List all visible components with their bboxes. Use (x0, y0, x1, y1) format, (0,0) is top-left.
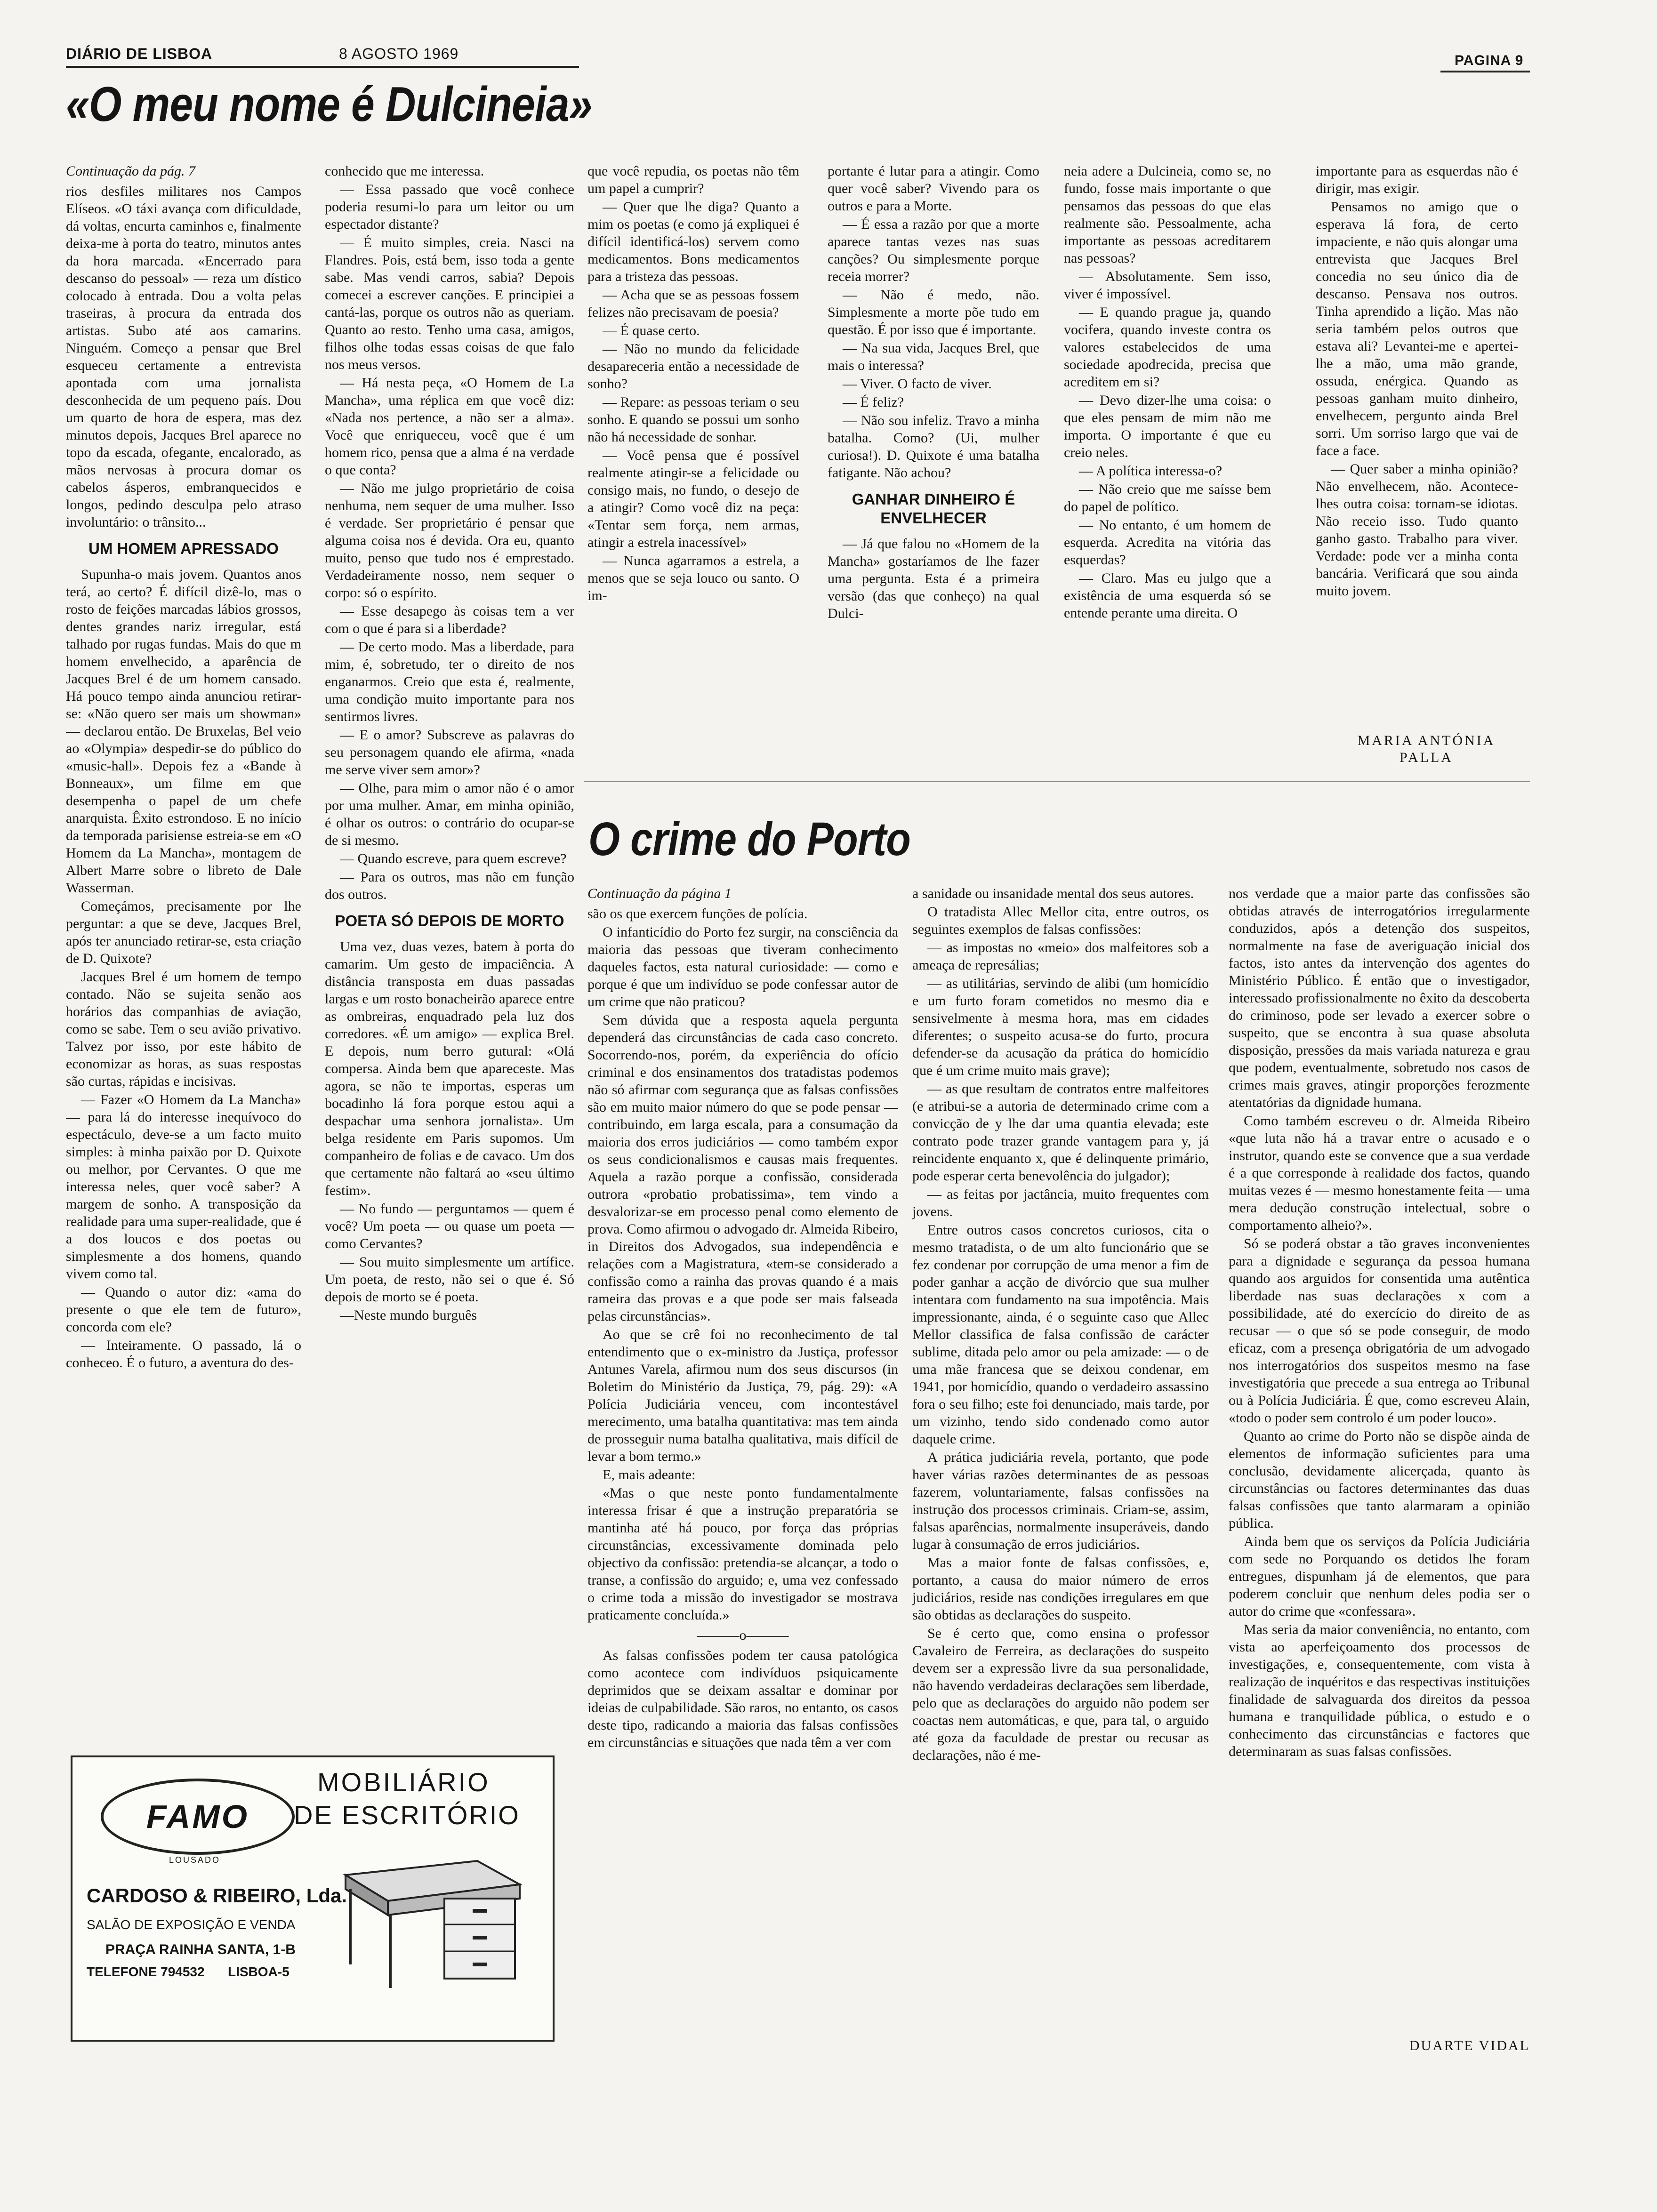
paragraph: Como também escreveu o dr. Almeida Ribeiro «que luta não há a travar entre o acusado e o instrutor, quando este se convence que a sua verdade é a que corresponde à realidade dos factos, quando muitas vezes é — mesmo honestamente feita — uma mera dedução construção intelectual, sobre o comportamento alheio?». (1229, 1113, 1530, 1233)
ad-showroom: SALÃO DE EXPOSIÇÃO E VENDA (87, 1917, 296, 1932)
paragraph: Jacques Brel é um homem de tempo contado. Não se sujeita senão aos horários das companhias de aviação, como se sabe. Tem o seu avião privativo. Talvez por isso, por este hábito de economizar as horas, as suas respostas são curtas, rápidas e incisivas. (66, 969, 301, 1089)
paragraph: — É quase certo. (603, 323, 700, 338)
paragraph: Começámos, precisamente por lhe perguntar: a que se deve, Jacques Brel, após ter anunciado retirar-se, esta criação de D. Quixote? (66, 898, 301, 966)
paragraph: E, mais adeante: (603, 1467, 696, 1483)
header-rule (66, 66, 579, 68)
paragraph: — Quando escreve, para quem escreve? (340, 851, 567, 866)
paragraph: — Repare: as pessoas teriam o seu sonho. E quando se possui um sonho não há necessidade de sonhar. (587, 394, 799, 445)
paragraph: — Essa passado que você conhece poderia resumi-lo para um leitor ou um espectador distante? (325, 182, 574, 232)
article2-column-1 (587, 885, 898, 2061)
desk-illustration (336, 1847, 524, 1997)
paragraph: — É feliz? (843, 394, 904, 410)
logo-text: FAMO (146, 1798, 249, 1835)
paragraph: — De certo modo. Mas a liberdade, para mim, é, sobretudo, ter o direito de nos enganarmos. Creio que esta é, realmente, uma condição muito importante para nos sentirmos livres. (325, 639, 574, 724)
paragraph: Se é certo que, como ensina o professor Cavaleiro de Ferreira, as declarações do suspeito devem ser a expressão livre da sua personalidade, não havendo verdadeiras declarações sem liberdade, pelo que as declarações do arguido não podem ser coactas nem automáticas, e que, para tal, o arguido até goza da faculdade de prestar ou recusar as declarações, não é me- (912, 1626, 1209, 1763)
byline-duarte-vidal: DUARTE VIDAL (1409, 2038, 1530, 2053)
separator-ornament: ———o——— (697, 1627, 789, 1643)
advertisement-mobiliario (71, 1755, 555, 2042)
paragraph: Supunha-o mais jovem. Quantos anos terá, ao certo? É difícil dizê-lo, mas o rosto de feições marcadas lábios grossos, dentes grandes nariz irregular, está talhado por rugas fundas. Mais do que m homem envelhecido, a aparência de Jacques Brel é de um homem cansado. Há pouco tempo ainda anunciou retirar-se: «Não quero ser mais um showman» — declarou então. De Bruxelas, Bel veio ao «Olympia» despedir-se do público do «music-hall». Depois fez a «Bande à Bonneaux», um filme em que desempenha o papel de um chefe anarquista. Êxito estrondoso. E no início da temporada parisiense estreia-se em «O Homem da La Mancha», montagem de Albert Marre sobre o libreto de Dale Wasserman. (66, 567, 301, 896)
article1-column-5 (1064, 162, 1271, 769)
paragraph: — as impostas no «meio» dos malfeitores sob a ameaça de represálias; (912, 940, 1209, 973)
paragraph: Pensamos no amigo que o esperava lá fora, de certo impaciente, e não quis alongar uma entrevista que Jacques Brel concedia no seu único dia de descanso. Pensava nos outros. Tinha aprendido a lição. Mas não seria também pelos outros que estava ali? Levantei-me e apertei-lhe a mão, uma mão grande, ossuda, enérgica. Quando as pessoas ganham muito dinheiro, envelhecem, pergunto ainda Brel sorri. Um sorriso largo que vai de face a face. (1316, 199, 1518, 458)
ad-address: PRAÇA RAINHA SANTA, 1-B (105, 1942, 296, 1957)
paragraph: nos verdade que a maior parte das confissões são obtidas através de interrogatórios irregularmente conduzidos, após a detenção dos suspeitos, normalmente na fase de averiguação inicial dos factos, isto antes da intervenção dos agentes do Ministério Público. É então que o investigador, interessado profissionalmente no êxito da descoberta do criminoso, pode ser levado a exercer sobre o suspeito, que se encontra à sua quase absoluta disposição, pressões da mais variada natureza e grau que podem, eventualmente, sobretudo nos casos de crimes mais graves, atingir proporções ferozmente atentatórias da dignidade humana. (1229, 886, 1530, 1110)
paragraph: — Quer que lhe diga? Quanto a mim os poetas (e como já expliquei é difícil identificá-los) servem como medicamentos. Bons medicamentos para a tristeza das pessoas. (587, 199, 799, 284)
continuation-note: Continuação da pág. 7 (66, 163, 195, 179)
paragraph: — Sou muito simplesmente um artífice. Um poeta, de resto, não sei o que é. Só depois de morto se é poeta. (325, 1254, 574, 1305)
paragraph: rios desfiles militares nos Campos Elíseos. «O táxi avança com dificuldade, dá voltas, encurta caminhos e, finalmente deixa-me à porta do teatro, minutos antes da hora marcada. «Encerrado para descanso do pessoal» — reza um dístico colocado à entrada. Dou a volta pelas traseiras, à procura da entrada dos artistas. Subo até aos camarins. Ninguém. Começo a pensar que Brel esqueceu certamente a entrevista apontada com uma jornalista desconhecida de um pequeno país. Dou um quarto de hora de espera, mas dez minutos depois, Jacques Brel aparece no topo da escada, ofegante, encalorado, as mãos nervosas à procura domar os cabelos ásperos, embranquecidos e longos, pedindo desculpa pelo atraso involuntário: o trânsito... (66, 184, 301, 530)
paragraph: — Na sua vida, Jacques Brel, que mais o interessa? (828, 340, 1039, 373)
paragraph: Quanto ao crime do Porto não se dispõe ainda de elementos de informação suficientes para uma conclusão, devidamente alicerçada, quanto às circunstâncias ou factores determinantes das duas falsas confissões que tanto alarmaram a opinião pública. (1229, 1428, 1530, 1531)
paragraph: — Quando o autor diz: «ama do presente o que ele tem de futuro», concorda com ele? (66, 1284, 301, 1335)
paragraph: — É essa a razão por que a morte aparece tantas vezes nas suas canções? Ou simplesmente porque receia morrer? (828, 216, 1039, 284)
paragraph: Uma vez, duas vezes, batem à porta do camarim. Um gesto de impaciência. A distância transposta em duas passadas largas e um rosto bonacheirão aparece entre as ombreiras, enquadrado pela luz dos corredores. «É um amigo» — explica Brel. E depois, num berro gutural: «Olá compersa. Ainda bem que apareceste. Mas agora, se não te importas, esperas um bocadinho lá fora porque estou aqui a despachar uma senhora jornalista». Um belga residente em Paris supomos. Um companheiro de folias e de cavaco. Um dos que certamente não faltará ao «seu último festim». (325, 939, 574, 1198)
paragraph: conhecido que me interessa. (325, 163, 484, 179)
subhead-poeta-so-depois-de-morto: POETA SÓ DEPOIS DE MORTO (335, 912, 564, 930)
issue-date: 8 AGOSTO 1969 (339, 45, 459, 62)
paragraph: — Esse desapego às coisas tem a ver com o que é para si a liberdade? (325, 603, 574, 636)
paragraph: Ainda bem que os serviços da Polícia Judiciária com sede no Porquando os detidos lhe foram entregues, dispunham já de elementos, que para poderem concluir que nenhum deles podia ser o autor do crime que «confessara». (1229, 1534, 1530, 1619)
paragraph: são os que exercem funções de polícia. (587, 906, 808, 922)
paragraph: que você repudia, os poetas não têm um papel a cumprir? (587, 163, 799, 196)
famo-logo (101, 1779, 295, 1855)
paragraph: — A política interessa-o? (1079, 463, 1223, 479)
paragraph: As falsas confissões podem ter causa patológica como acontece com indivíduos psiquicamente deprimidos que se deixam assaltar e dominar por ideias de culpabilidade. São raros, no entanto, os casos deste tipo, radicando a maioria das falsas confissões em circunstâncias e situações que nada têm a ver com (587, 1648, 898, 1750)
paragraph: Mas seria da maior conveniência, no entanto, com vista ao aperfeiçoamento dos processos de investigações, e, consequentemente, com vista à realização de inquéritos e das respectivas instituições finalidade de salvaguarda dos direitos da pessoa humana e tranquilidade pública, o estudo e o conhecimento das circunstâncias e factores que determinaram as suas falsas confissões. (1229, 1622, 1530, 1759)
article2-column-2 (912, 885, 1209, 2061)
paragraph: — Para os outros, mas não em função dos outros. (325, 869, 574, 902)
article1-column-3 (587, 162, 799, 769)
paragraph: — as utilitárias, servindo de alibi (um homicídio e um furto foram cometidos no mesmo dia e sensivelmente à mesma hora, mas em cidades diferentes; o suspeito acusa-se do furto, procura defender-se da acusação da prática do homicídio que é um crime muito mais grave); (912, 976, 1209, 1078)
paragraph: — as feitas por jactância, muito frequentes com jovens. (912, 1186, 1209, 1219)
article1-column-4 (828, 162, 1039, 769)
ad-headline-mobiliario: MOBILIÁRIO (317, 1767, 490, 1797)
article1-column-1 (66, 162, 301, 1744)
subhead-um-homem-apressado: UM HOMEM APRESSADO (88, 540, 279, 557)
paragraph: Ao que se crê foi no reconhecimento de tal entendimento que o ex-ministro da Justiça, professor Antunes Varela, afirmou num dos seus discursos (in Boletim do Ministério da Justiça, 79, pág. 29): «A Polícia Judiciária venceu, com incontestável merecimento, uma batalha quantitativa: mas tem ainda de prosseguir numa batalha qualitativa, mais difícil de levar a bom termo.» (587, 1327, 898, 1464)
paragraph: a sanidade ou insanidade mental dos seus autores. (912, 886, 1194, 901)
paragraph: — Não sou infeliz. Travo a minha batalha. Como? (Ui, mulher curiosa!). D. Quixote é uma batalha fatigante. Não achou? (828, 413, 1039, 481)
paragraph: — Quer saber a minha opinião? Não envelhecem, não. Acontece-lhes outra coisa: tornam-se idiotas. Não receio isso. Tudo quanto ganho gasto. Trabalho para viver. Verdade: pode ver a minha conta bancária. Verificará que sou ainda muito jovem. (1316, 461, 1518, 599)
paragraph: — Não no mundo da felicidade desapareceria então a necessidade de sonho? (587, 341, 799, 392)
paragraph: — E quando prague ja, quando vocifera, quando investe contra os valores estabelecidos de uma sociedade apodrecida, precisa que acreditem em si? (1064, 305, 1271, 390)
paragraph: — Claro. Mas eu julgo que a existência de uma esquerda só se entende perante uma direita. O (1064, 570, 1271, 621)
paragraph: portante é lutar para a atingir. Como quer você saber? Vivendo para os outros e para a Morte. (828, 163, 1039, 214)
article-title-dulcineia: «O meu nome é Dulcineia» (66, 77, 592, 132)
paragraph: — No entanto, é um homem de esquerda. Acredita na vitória das esquerdas? (1064, 517, 1271, 568)
paragraph: — Não me julgo proprietário de coisa nenhuma, nem sequer de uma mulher. Isso é verdade. Ser proprietário é pensar que alguma coisa nos é devida. Ora eu, quanto muito, penso que tudo nos é emprestado. Verdadeiramente nosso, nem sequer o corpo: só o espírito. (325, 481, 574, 601)
paragraph: neia adere a Dulcineia, como se, no fundo, fosse mais importante o que pensamos das pessoas do que elas realmente são. Pessoalmente, acha importante as pessoas acreditarem nas pessoas? (1064, 163, 1271, 266)
logo-subtext: LOUSADO (169, 1855, 221, 1865)
subhead-ganhar-dinheiro: GANHAR DINHEIRO É ENVELHECER (852, 490, 1015, 527)
article-title-crime-do-porto: O crime do Porto (588, 813, 910, 866)
paragraph: Só se poderá obstar a tão graves inconvenientes para a dignidade e segurança da pessoa humana quando aos arguidos for consentida uma autêntica liberdade nas suas declarações x com a possibilidade, até do exercício do direito de as recusar — o que só se pode conseguir, de modo eficaz, com a presença obrigatória de um advogado nos interrogatórios dos suspeitos mesmo na fase investigatória que precede a sua entrega ao Tribunal ou à Polícia Judiciária. É que, como escreveu Alain, «todo o poder sem controlo é um poder louco». (1229, 1236, 1530, 1426)
paragraph: — É muito simples, creia. Nasci na Flandres. Pois, está bem, isso toda a gente sabe. Mas vendi carros, sabia? Depois comecei a escrever canções. E principiei a cantá-las, porque os outros não as queriam. Quanto ao resto. Tenho uma casa, amigos, filhos olhe todas essas coisas de que falo nos meus versos. (325, 235, 574, 372)
article1-column-2 (325, 162, 574, 1744)
paragraph: — Já que falou no «Homem de la Mancha» gostaríamos de lhe fazer uma pergunta. Esta é a primeira versão (das que conheço) na qual Dulci- (828, 536, 1039, 621)
section-divider (584, 781, 1530, 782)
byline-maria-antonia-palla: MARIA ANTÓNIA PALLA (1357, 733, 1496, 765)
paragraph: — Nunca agarramos a estrela, a menos que se seja louco ou santo. O im- (587, 553, 799, 603)
article2-column-3 (1229, 885, 1530, 2038)
page-number: PAGINA 9 (1455, 53, 1524, 68)
paragraph: — Viver. O facto de viver. (843, 376, 992, 392)
ad-phone: TELEFONE 794532 (87, 1964, 205, 1979)
paragraph: — Absolutamente. Sem isso, viver é impossível. (1064, 269, 1271, 302)
paragraph: Entre outros casos concretos curiosos, cita o mesmo tratadista, o de um alto funcionário que se fez condenar por corrupção de uma menor a fim de poder ganhar a acção de divórcio que sua mulher intentara com fundamento na sua impotência. Mais impressionante, ainda, é o seguinte caso que Allec Mellor classifica de falsa confissão de carácter sublime, ditada pelo amor ou pela amizade: — o de uma mãe francesa que se deixou condenar, em 1941, por homicídio, quando o verdadeiro assassino fora o seu filho; este foi denunciado, mais tarde, por um vizinho, tendo sido condenado como autor daquele crime. (912, 1222, 1209, 1447)
paragraph: — Devo dizer-lhe uma coisa: o que eles pensam de mim não me importa. O importante é que eu creio neles. (1064, 393, 1271, 460)
paragraph: — Você pensa que é possível realmente atingir-se a felicidade ou consigo mais, no fundo, o desejo de a atingir? Como você diz na peça: «Tentar sem força, nem armas, atingir a estrela inacessível» (587, 448, 799, 550)
header-rule-right (1440, 71, 1530, 72)
paragraph: —Neste mundo burguês (340, 1307, 477, 1323)
paragraph: O tratadista Allec Mellor cita, entre outros, os seguintes exemplos de falsas confissões: (912, 904, 1209, 937)
paragraph: — Há nesta peça, «O Homem de La Mancha», uma réplica em que você diz: «Nada nos pertence, a não ser a alma». Você que enriqueceu, você que é um homem rico, pensa que a alma é na verdade o que conta? (325, 375, 574, 478)
article1-column-6 (1316, 162, 1518, 727)
paragraph: «Mas o que neste ponto fundamentalmente interessa frisar é que a instrução preparatória se mantinha até há pouco, por força das próprias circunstâncias, excessivamente dominada pelo objectivo da confissão: pretendia-se alcançar, a todo o transe, a confissão do arguido; e, uma vez confessado o crime toda a missão do investigador se mostrava praticamente concluída.» (587, 1485, 898, 1623)
newspaper-name: DIÁRIO DE LISBOA (66, 45, 213, 62)
paragraph: — Fazer «O Homem da La Mancha» — para lá do interesse inequívoco do espectáculo, deve-se a um facto muito simples: à minha paixão por D. Quixote ou melhor, por Cervantes. O que me interessa neles, quer você saber? A margem de sonho. A transposição da realidade para uma super-realidade, que é a dos loucos e dos poetas ou simplesmente a dos homens, quando vivem como tal. (66, 1092, 301, 1282)
paragraph: — Acha que se as pessoas fossem felizes não precisavam de poesia? (587, 287, 799, 320)
ad-headline-escritorio: DE ESCRITÓRIO (294, 1800, 520, 1830)
continuation-note: Continuação da página 1 (587, 886, 732, 901)
paragraph: — Não creio que me saísse bem do papel de político. (1064, 481, 1271, 514)
paragraph: Mas a maior fonte de falsas confissões, e, portanto, a causa do maior número de erros judiciários, reside nas condições irregulares em que são obtidas as declarações do suspeito. (912, 1555, 1209, 1623)
paragraph: — No fundo — perguntamos — quem é você? Um poeta — ou quase um poeta — como Cervantes? (325, 1201, 574, 1251)
paragraph: A prática judiciária revela, portanto, que pode haver várias razões determinantes de as pessoas fazerem, voluntariamente, falsas confissões na instrução dos processos criminais. Criam-se, assim, falsas aparências, normalmente insuperáveis, dando lugar à consumação de erros judiciários. (912, 1450, 1209, 1552)
paragraph: — Não é medo, não. Simplesmente a morte põe tudo em questão. É por isso que é importante. (828, 287, 1039, 337)
paragraph: Sem dúvida que a resposta aquela pergunta dependerá das circunstâncias de cada caso concreto. Socorrendo-nos, porém, da experiência do ofício criminal e dos ensinamentos dos tratadistas podemos não só afirmar com segurança que as falsas confissões são em muito maior número do que se pode pensar — contribuindo, em larga escala, para a consumação da maioria dos erros judiciários — como também expor os seus condicionalismos e causas mais frequentes. Aquela a razão porque a confissão, considerada outrora «probatio probatissima», tem vindo a desvalorizar-se em processo penal como elemento de prova. Como afirmou o advogado dr. Almeida Ribeiro, in Direitos dos Advogados, sua independência e relações com a Magistratura, «tem-se considerado a confissão como a rainha das provas quando é a mais rameira das provas e a que pode ser mais falseada pelas circunstâncias». (587, 1012, 898, 1324)
paragraph: — as que resultam de contratos entre malfeitores (e atribui-se a autoria de determinado crime com a convicção de y lhe dar uma quantia elevada; este contrato pode trazer grande vantagem para y, já reincidente enquanto x, que é delinquente primário, pode esperar certa benevolência do julgador); (912, 1081, 1209, 1184)
paragraph: — Inteiramente. O passado, lá o conheceo. É o futuro, a aventura do des- (66, 1338, 301, 1370)
paragraph: O infanticídio do Porto fez surgir, na consciência da maioria das pessoas que tiveram conhecimento daqueles factos, esta natural curiosidade: — como e porque é que um indivíduo se pode confessar autor de um crime que não praticou? (587, 924, 898, 1010)
ad-city: LISBOA-5 (228, 1964, 290, 1979)
paragraph: importante para as esquerdas não é dirigir, mas exigir. (1316, 163, 1518, 196)
paragraph: — Olhe, para mim o amor não é o amor por uma mulher. Amar, em minha opinião, é olhar os outros: o contrário do ocupar-se de si mesmo. (325, 780, 574, 848)
ad-company: CARDOSO & RIBEIRO, Lda. (87, 1884, 347, 1907)
paragraph: — E o amor? Subscreve as palavras do seu personagem quando ele afirma, «nada me serve viver sem amor»? (325, 727, 574, 777)
